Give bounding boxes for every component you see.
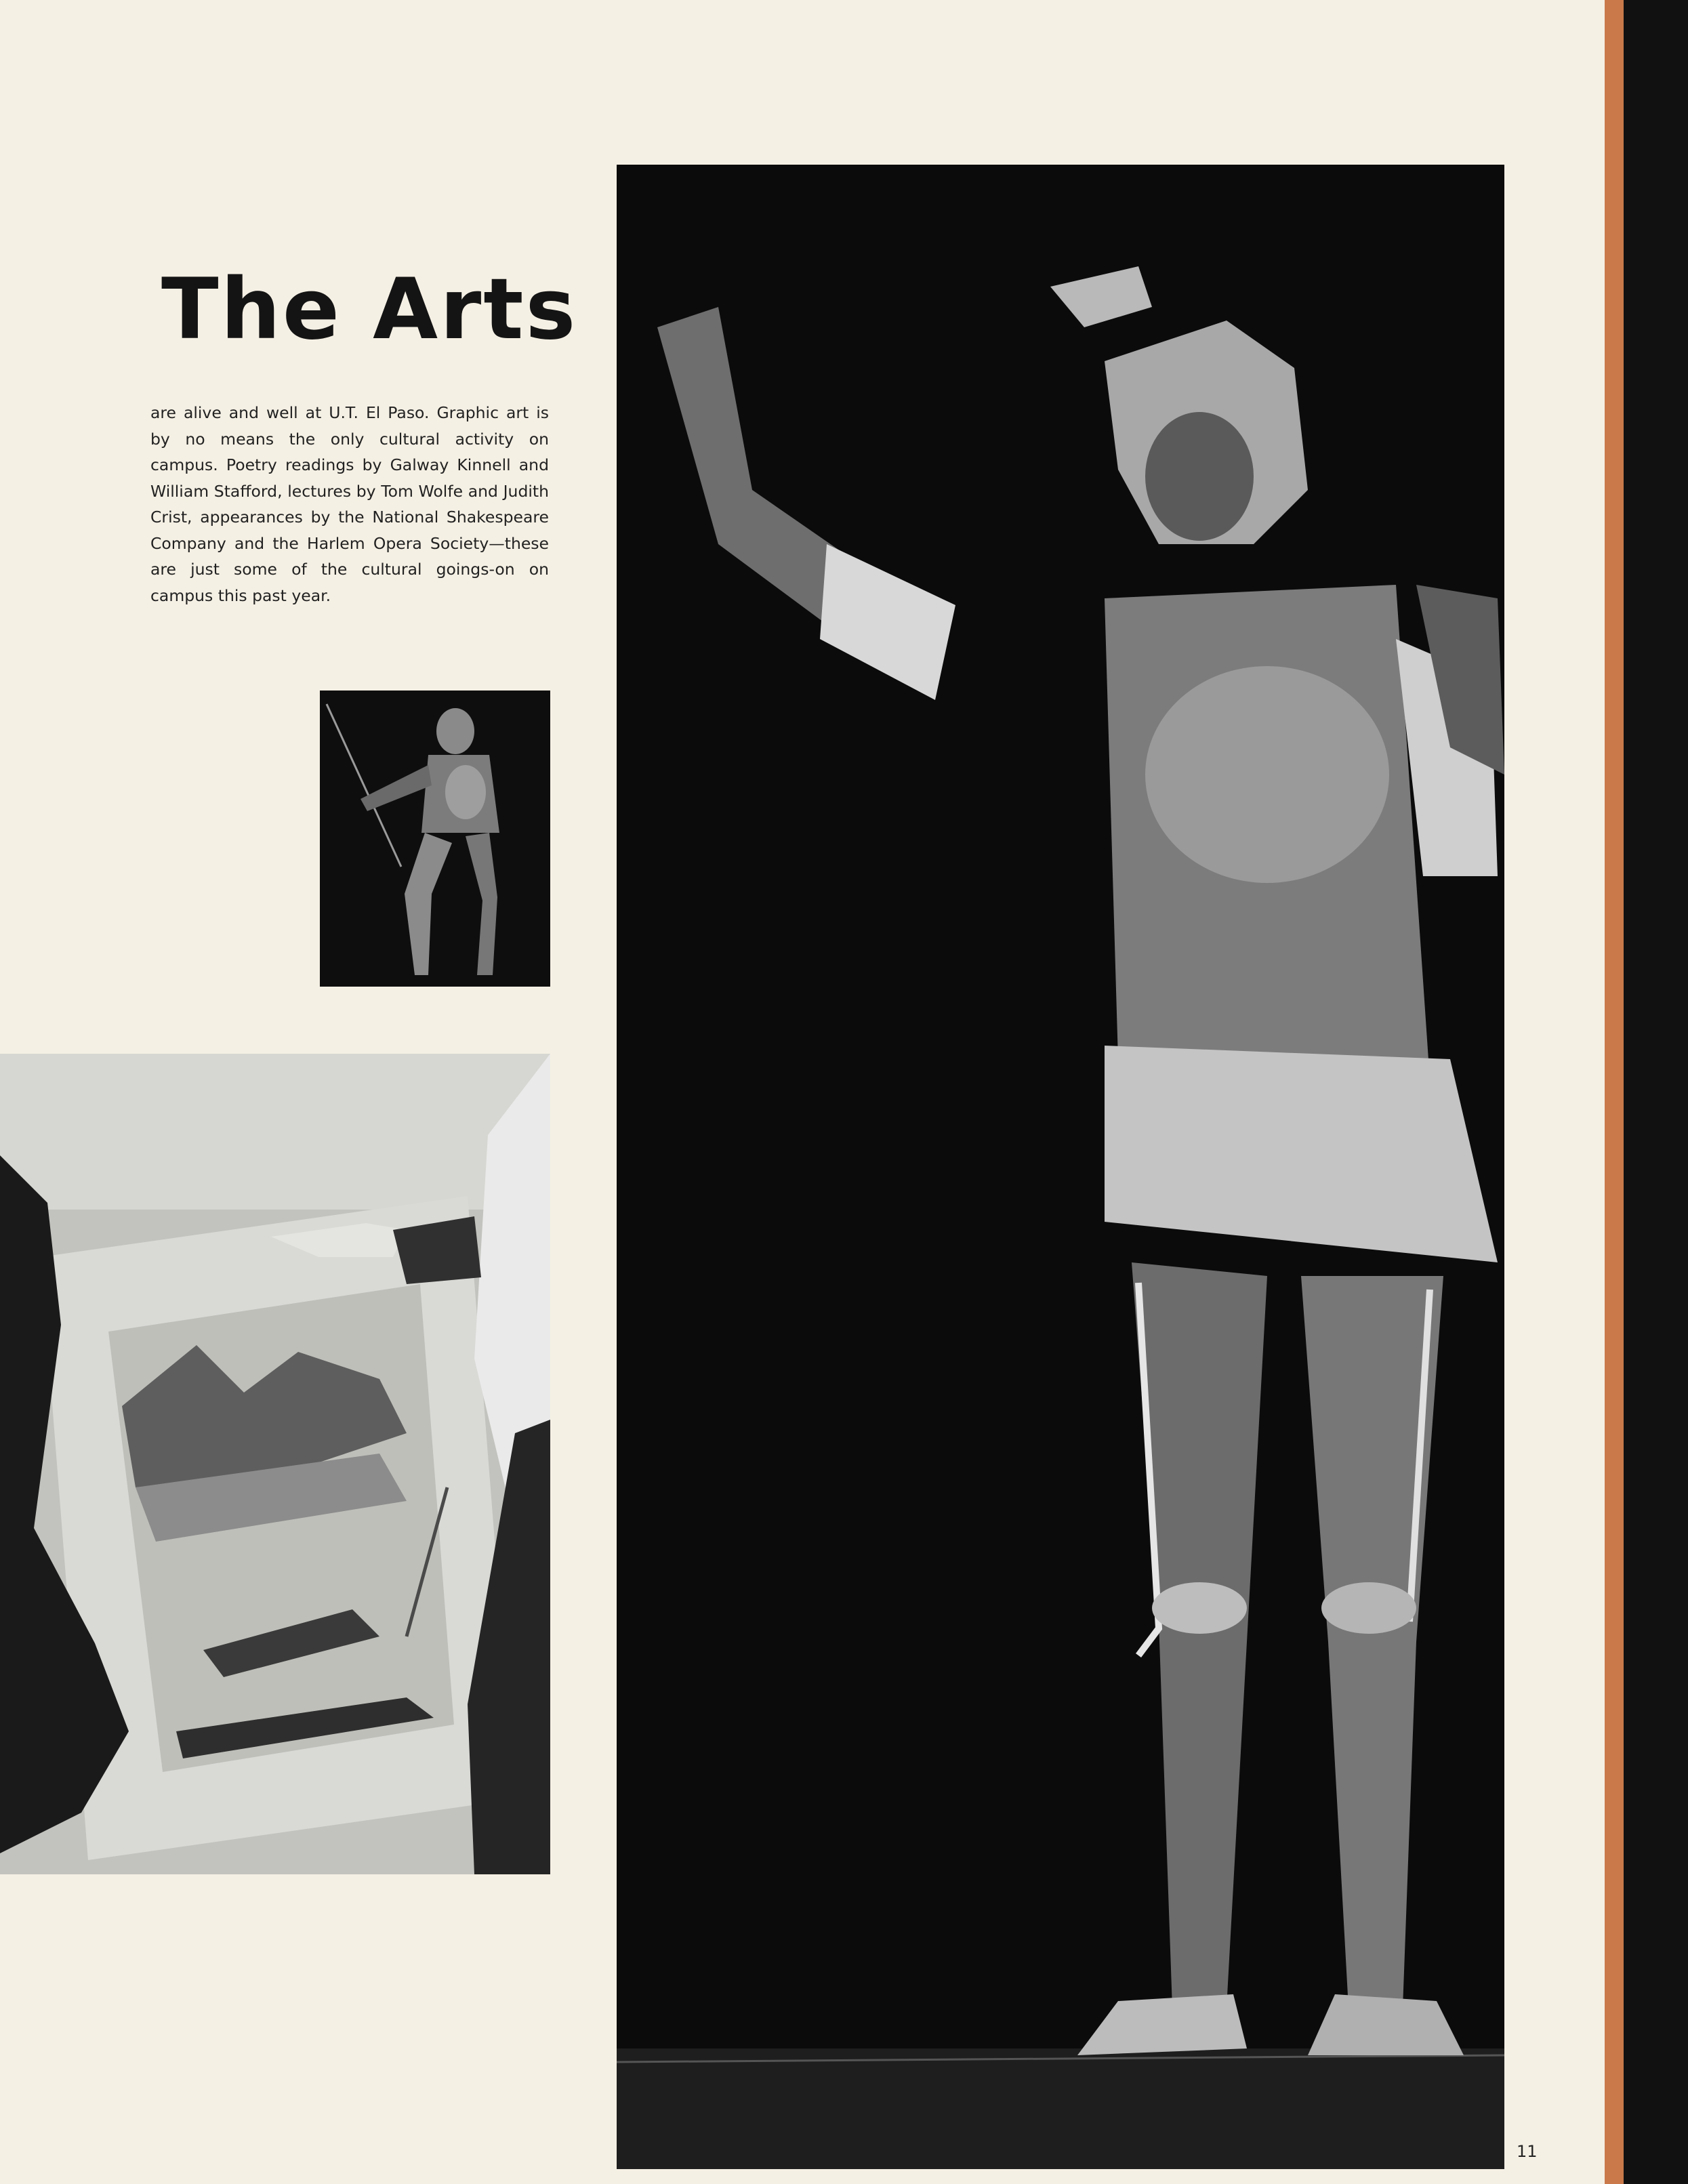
page-binding-edge bbox=[1605, 0, 1624, 2184]
page-title: The Arts bbox=[161, 261, 578, 358]
art-critique-photo bbox=[0, 1054, 550, 1874]
scan-background bbox=[1624, 0, 1688, 2184]
knight-stage-photo-large bbox=[617, 165, 1504, 2169]
knight-stage-photo-small bbox=[320, 691, 550, 987]
article-body-text: are alive and well at U.T. El Paso. Graphic art is by no means the only cultural activity on campus. Poetry readings by Galway Kinnell and William Stafford, lectures by Tom Wolfe and Judith Crist, appearances by the National Shakespeare Company and the Harlem Opera Society—these are just some of the cultural goings-on on campus this past year. bbox=[150, 403, 549, 605]
page-number: 11 bbox=[1517, 2142, 1538, 2161]
